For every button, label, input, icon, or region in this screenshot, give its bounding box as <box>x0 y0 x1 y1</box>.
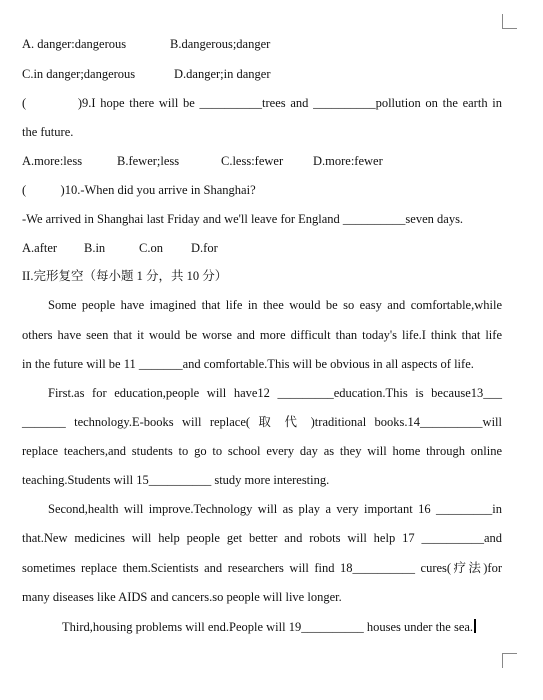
passage-line: many diseases like AIDS and cancers.so people will live longer. <box>22 590 342 604</box>
option-c: C.in danger;dangerous <box>22 67 136 81</box>
passage-line: First.as for education,people will have12 _________education.This is because13___ <box>48 386 502 400</box>
question-10: ( )10.-When did you arrive in Shanghai? <box>22 183 256 197</box>
passage-line: Second,health will improve.Technology will as play a very important 16 _________in <box>48 502 502 516</box>
q10-options <box>22 240 502 256</box>
option-a: A. danger:dangerous <box>22 37 127 51</box>
option-d: D.danger;in danger <box>174 67 271 81</box>
q8-options-ab <box>22 36 502 52</box>
option-b: B.dangerous;danger <box>170 37 271 51</box>
option-b: B.fewer;less <box>117 154 180 168</box>
passage-line: in the future will be 11 _______and comfortable.This will be obvious in all aspects of life. <box>22 357 474 371</box>
section-heading: II.完形复空（每小题 1 分，共 10 分） <box>22 269 228 283</box>
question-9: ( )9.I hope there will be __________trees and __________pollution on the earth in <box>22 96 502 110</box>
page-corner-mark-bottom <box>502 653 517 668</box>
option-c: C.on <box>139 241 163 255</box>
passage-line: others have seen that it would be worse and more difficult than today's life.I think that life <box>22 328 502 342</box>
option-d: D.more:fewer <box>313 154 383 168</box>
passage-last-line <box>62 619 542 635</box>
text-cursor <box>474 619 476 633</box>
option-a: A.after <box>22 241 58 255</box>
option-c: C.less:fewer <box>221 154 284 168</box>
page-corner-mark-top <box>502 14 517 29</box>
q9-options <box>22 153 502 169</box>
option-b: B.in <box>84 241 106 255</box>
q8-options-cd <box>22 66 502 82</box>
passage-line: that.New medicines will help people get better and robots will help 17 __________and <box>22 531 502 545</box>
option-a: A.more:less <box>22 154 83 168</box>
passage-line: _______ technology.E-books will replace( 取 代 )traditional books.14__________will <box>22 415 502 429</box>
option-d: D.for <box>191 241 218 255</box>
passage-line: sometimes replace them.Scientists and researchers will find 18__________ cures(疗法)for <box>22 561 502 575</box>
question-9-cont: the future. <box>22 125 74 139</box>
passage-line-text: Third,housing problems will end.People will 19__________ houses under the sea. <box>62 620 474 634</box>
passage-line: Some people have imagined that life in thee would be so easy and comfortable,while <box>48 298 502 312</box>
passage-line: teaching.Students will 15__________ study more interesting. <box>22 473 330 487</box>
question-10-answer: -We arrived in Shanghai last Friday and we'll leave for England __________seven days. <box>22 212 464 226</box>
passage-line: replace teachers,and students to go to school every day as they will home through online <box>22 444 502 458</box>
